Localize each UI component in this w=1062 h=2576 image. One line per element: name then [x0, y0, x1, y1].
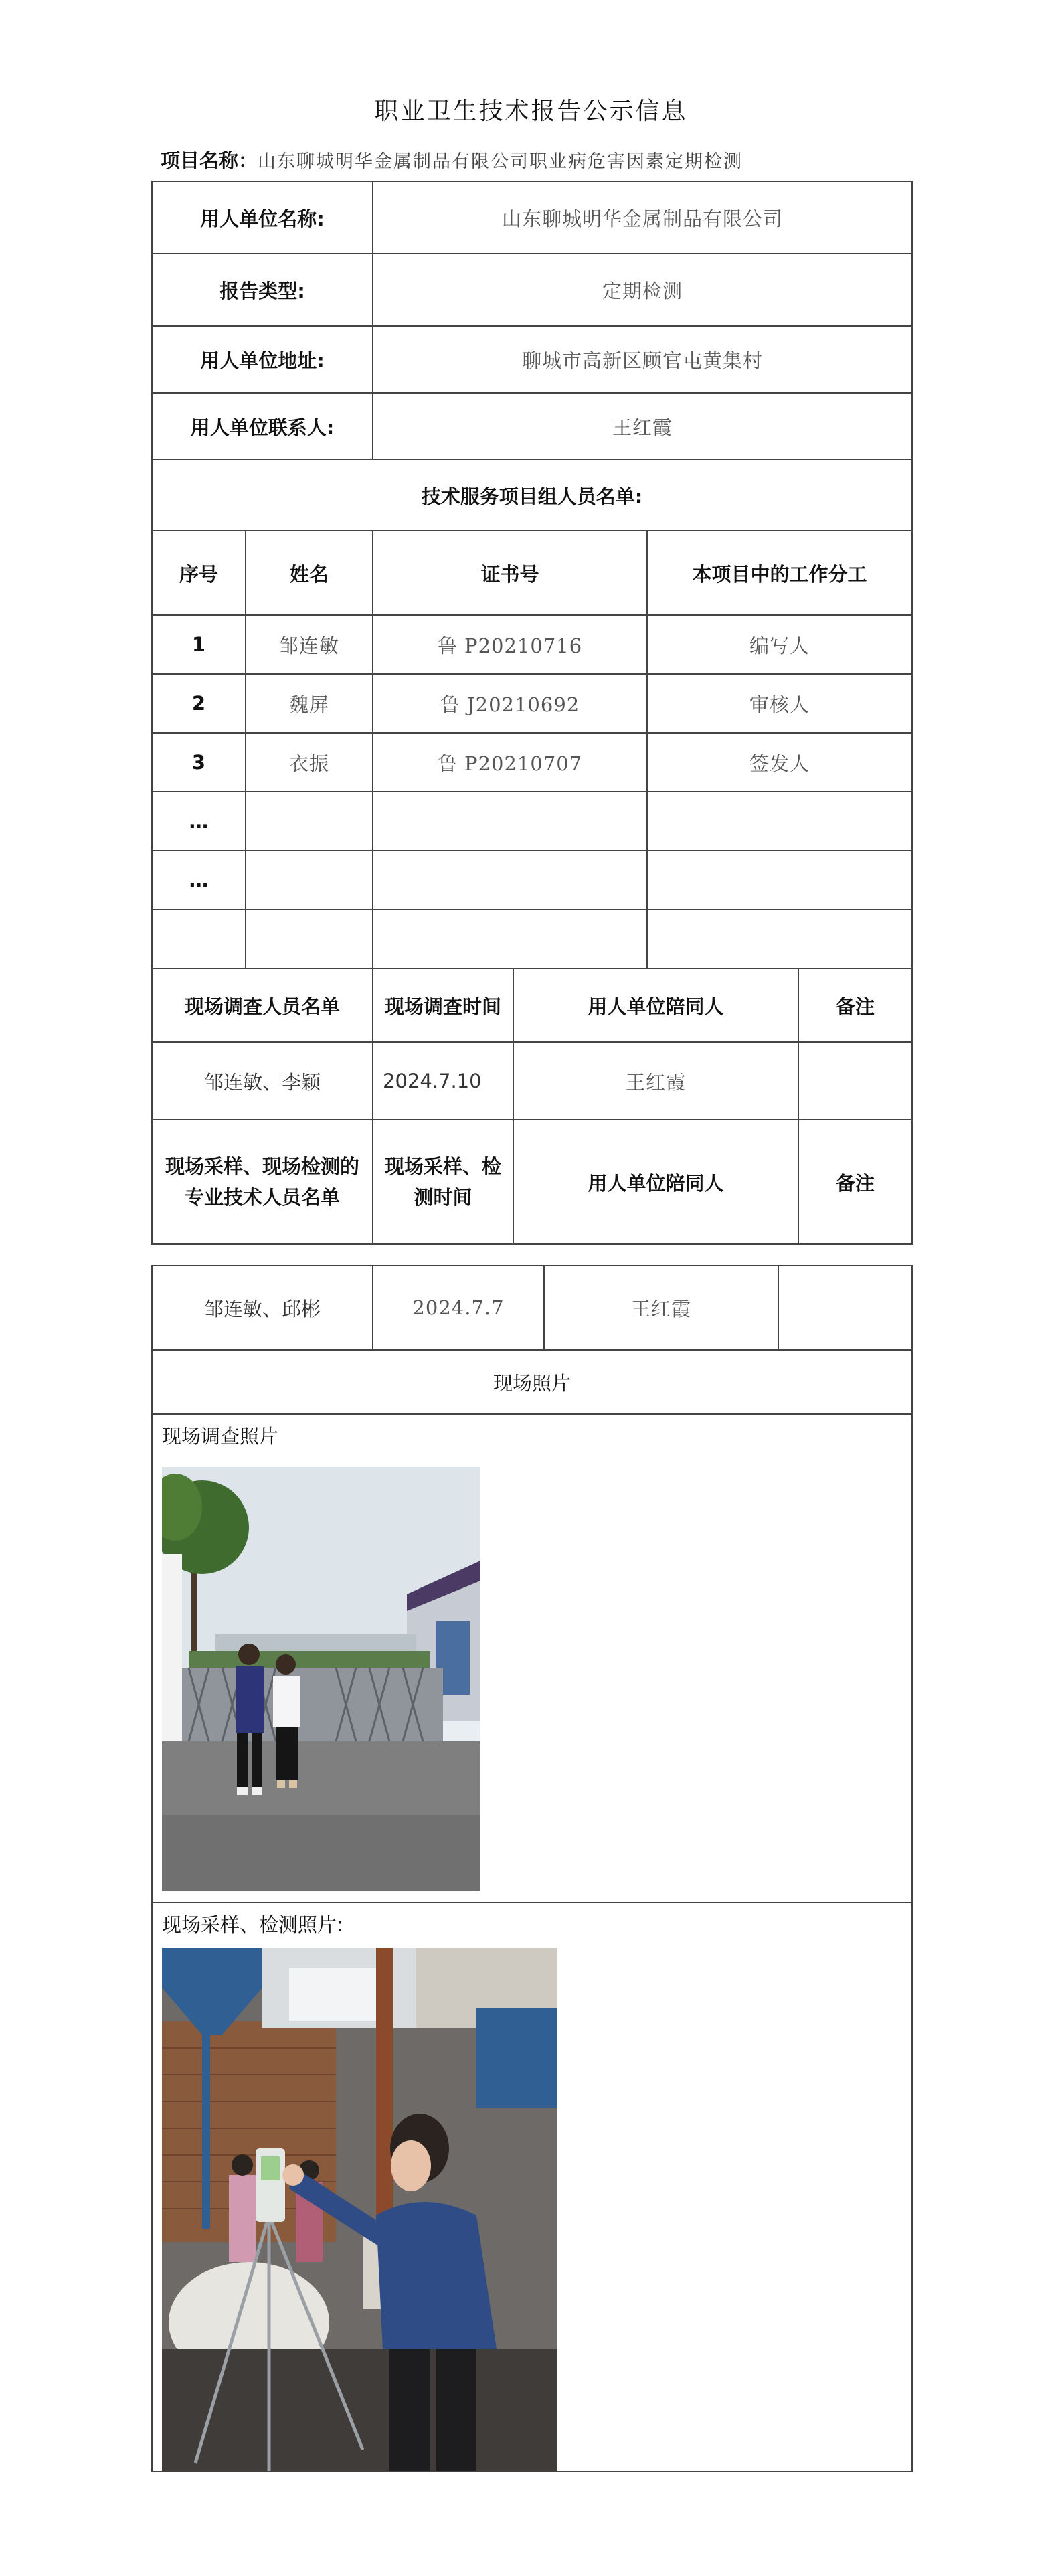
team-name: [246, 792, 373, 851]
info-label: 报告类型:: [152, 254, 373, 326]
info-label: 用人单位名称:: [152, 181, 373, 254]
team-no: 1: [152, 615, 246, 674]
info-row: [152, 254, 912, 326]
survey-escort: 王红霞: [513, 1042, 798, 1120]
info-row: [152, 393, 912, 460]
team-cert: 鲁 P20210716: [373, 615, 647, 674]
col-header-cert: 证书号: [373, 531, 647, 615]
info-row: [152, 326, 912, 393]
sampling-photo-cell: [152, 1903, 912, 2472]
team-name: [246, 851, 373, 910]
survey-col-note: 备注: [798, 968, 912, 1042]
info-value: 定期检测: [373, 254, 912, 326]
team-cert: 鲁 J20210692: [373, 674, 647, 733]
survey-col-escort: 用人单位陪同人: [513, 968, 798, 1042]
team-cert: [373, 910, 647, 968]
team-name: 邹连敏: [246, 615, 373, 674]
sampling-photo: [162, 1948, 557, 2472]
survey-col-time: 现场调查时间: [373, 968, 513, 1042]
sampling-escort: 王红霞: [544, 1266, 778, 1350]
info-value: 山东聊城明华金属制品有限公司: [373, 181, 912, 254]
col-header-role: 本项目中的工作分工: [647, 531, 912, 615]
team-heading: 技术服务项目组人员名单:: [152, 460, 912, 531]
team-cert: [373, 851, 647, 910]
team-no: 3: [152, 733, 246, 792]
info-value: 王红霞: [373, 393, 912, 460]
col-header-name: 姓名: [246, 531, 373, 615]
team-row: [152, 851, 912, 910]
project-label: 项目名称：: [161, 149, 258, 172]
team-role: 签发人: [647, 733, 912, 792]
document-title: 职业卫生技术报告公示信息: [374, 98, 688, 125]
survey-col-staff: 现场调查人员名单: [152, 968, 373, 1042]
photos-heading: 现场照片: [152, 1350, 912, 1414]
team-role: 审核人: [647, 674, 912, 733]
team-no: [152, 910, 246, 968]
team-cert: [373, 792, 647, 851]
survey-photo-label: 现场调查照片: [162, 1425, 279, 1448]
sampling-col-staff: 现场采样、现场检测的专业技术人员名单: [152, 1120, 373, 1244]
sampling-col-escort: 用人单位陪同人: [513, 1120, 798, 1244]
team-name: 衣振: [246, 733, 373, 792]
sampling-staff: 邹连敏、邱彬: [152, 1266, 373, 1350]
team-cert: 鲁 P20210707: [373, 733, 647, 792]
project-line: [161, 146, 743, 173]
info-label: 用人单位联系人:: [152, 393, 373, 460]
survey-time: 2024.7.10: [373, 1042, 513, 1120]
team-row: [152, 792, 912, 851]
survey-row: [152, 1042, 912, 1120]
info-value: 聊城市高新区顾官屯黄集村: [373, 326, 912, 393]
sampling-photos-table: [151, 1265, 913, 2472]
info-label: 用人单位地址:: [152, 326, 373, 393]
team-role: [647, 792, 912, 851]
team-name: 魏屏: [246, 674, 373, 733]
sampling-header-row: [152, 1120, 912, 1244]
sampling-col-time: 现场采样、检测时间: [373, 1120, 513, 1244]
survey-staff: 邹连敏、李颖: [152, 1042, 373, 1120]
team-no: …: [152, 792, 246, 851]
sampling-photo-label: 现场采样、检测照片:: [162, 1913, 343, 1936]
team-role: 编写人: [647, 615, 912, 674]
survey-photo-cell: [152, 1414, 912, 1903]
col-header-no: 序号: [152, 531, 246, 615]
sampling-row: [152, 1266, 912, 1350]
team-no: 2: [152, 674, 246, 733]
info-row: [152, 181, 912, 254]
team-role: [647, 910, 912, 968]
team-row: [152, 615, 912, 674]
survey-photo: [162, 1467, 480, 1891]
project-name: 山东聊城明华金属制品有限公司职业病危害因素定期检测: [258, 151, 743, 172]
team-header-row: [152, 531, 912, 615]
team-row: [152, 674, 912, 733]
team-name: [246, 910, 373, 968]
survey-header-row: [152, 968, 912, 1042]
team-row: [152, 733, 912, 792]
sampling-time: 2024.7.7: [373, 1266, 544, 1350]
team-row: [152, 910, 912, 968]
survey-note: [798, 1042, 912, 1120]
report-info-table: [151, 181, 913, 1245]
sampling-note: [778, 1266, 912, 1350]
sampling-col-note: 备注: [798, 1120, 912, 1244]
team-no: …: [152, 851, 246, 910]
team-role: [647, 851, 912, 910]
